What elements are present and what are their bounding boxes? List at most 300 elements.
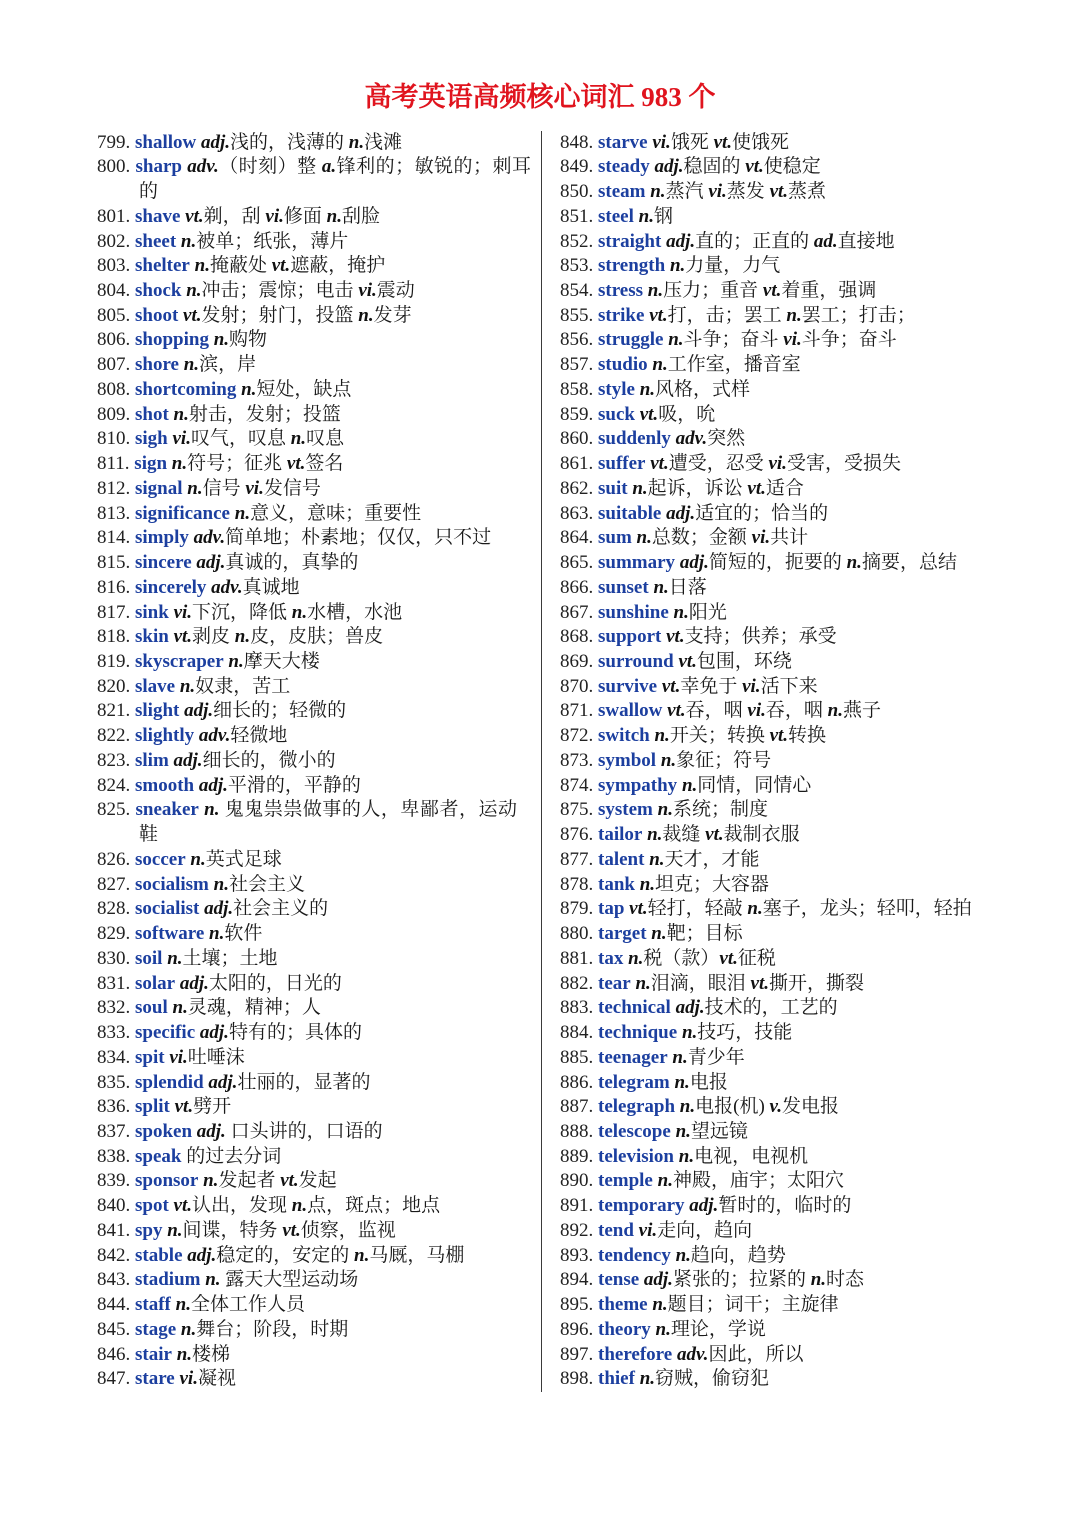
definition: 稳固的 bbox=[683, 156, 741, 178]
entry-number: 863. bbox=[560, 502, 594, 524]
entry-number: 898. bbox=[560, 1368, 594, 1390]
definition: 被单；纸张，薄片 bbox=[196, 230, 349, 252]
definition: 吞，咽 bbox=[765, 700, 823, 722]
vocab-entry bbox=[97, 1145, 523, 1170]
part-of-speech: n. bbox=[632, 477, 648, 499]
definition: 直的；正直的 bbox=[695, 230, 810, 252]
definition: 遭受，忍受 bbox=[668, 453, 764, 475]
vocab-entry bbox=[560, 328, 1000, 353]
part-of-speech: vt. bbox=[705, 824, 724, 846]
part-of-speech: vt. bbox=[747, 477, 766, 499]
part-of-speech: adj. bbox=[184, 700, 214, 722]
part-of-speech: n. bbox=[635, 972, 651, 994]
entry-word: stair bbox=[135, 1343, 172, 1365]
vocab-entry bbox=[560, 1318, 1000, 1343]
vocab-entry bbox=[97, 972, 523, 997]
vocab-entry bbox=[97, 897, 523, 922]
definition: 壮丽的，显著的 bbox=[237, 1071, 371, 1093]
part-of-speech: n. bbox=[657, 1170, 673, 1192]
part-of-speech: n. bbox=[639, 378, 656, 400]
definition: 钢 bbox=[653, 205, 673, 227]
definition: 射击，发射；投篮 bbox=[188, 403, 341, 425]
part-of-speech: n. bbox=[652, 1294, 668, 1316]
definition: 裁缝 bbox=[662, 824, 701, 846]
vocab-entry bbox=[97, 774, 523, 799]
entry-number: 808. bbox=[97, 378, 131, 400]
entry-word: stress bbox=[598, 280, 644, 301]
vocab-entry bbox=[560, 1071, 1000, 1096]
part-of-speech: adj. bbox=[173, 749, 203, 771]
part-of-speech: vt. bbox=[271, 255, 291, 277]
entry-number: 813. bbox=[97, 502, 131, 524]
entry-word: surround bbox=[598, 651, 674, 673]
part-of-speech: a. bbox=[321, 156, 337, 178]
entry-word: switch bbox=[598, 725, 650, 747]
part-of-speech: n. bbox=[358, 304, 374, 326]
entry-word: slightly bbox=[135, 725, 195, 747]
part-of-speech: n. bbox=[675, 1244, 691, 1266]
part-of-speech: n. bbox=[681, 1022, 698, 1044]
entry-word: shock bbox=[135, 280, 182, 301]
definition: 开关；转换 bbox=[669, 725, 765, 747]
entry-number: 848. bbox=[560, 131, 594, 153]
part-of-speech: vi. bbox=[751, 527, 771, 549]
entry-word: sunset bbox=[598, 576, 649, 598]
definition: 直接地 bbox=[837, 230, 895, 252]
definition: 刮脸 bbox=[341, 205, 380, 227]
part-of-speech: n. bbox=[649, 848, 665, 870]
vocab-entry bbox=[560, 353, 1000, 378]
entry-word: splendid bbox=[135, 1071, 204, 1093]
part-of-speech: n. bbox=[747, 898, 763, 920]
part-of-speech: vt. bbox=[769, 725, 789, 747]
part-of-speech: n. bbox=[234, 502, 251, 524]
vocab-entry bbox=[560, 972, 1000, 997]
definition: 压力；重音 bbox=[663, 280, 759, 301]
definition: 露天大型运动场 bbox=[220, 1269, 359, 1291]
entry-word: sincere bbox=[135, 552, 192, 574]
entry-number: 884. bbox=[560, 1022, 594, 1044]
definition: 震动 bbox=[376, 280, 415, 301]
part-of-speech: n. bbox=[205, 1269, 221, 1291]
part-of-speech: vt. bbox=[678, 651, 697, 673]
entry-number: 894. bbox=[560, 1269, 594, 1291]
vocab-entry bbox=[560, 427, 1000, 452]
part-of-speech: vt. bbox=[639, 403, 659, 425]
definition: 细长的；轻微的 bbox=[213, 700, 347, 722]
part-of-speech: n. bbox=[234, 626, 251, 648]
part-of-speech: n. bbox=[173, 403, 189, 425]
part-of-speech: n. bbox=[679, 1096, 696, 1118]
part-of-speech: adj. bbox=[196, 552, 226, 574]
entry-number: 896. bbox=[560, 1318, 594, 1340]
definition: 发信号 bbox=[263, 477, 321, 499]
entry-number: 836. bbox=[97, 1096, 131, 1118]
entry-number: 873. bbox=[560, 749, 594, 771]
entry-number: 879. bbox=[560, 898, 594, 920]
definition: 英式足球 bbox=[205, 848, 282, 870]
vocab-entry bbox=[97, 1343, 523, 1368]
entry-number: 807. bbox=[97, 354, 131, 376]
definition: 灵魂，精神；人 bbox=[187, 997, 321, 1019]
definition: 修面 bbox=[283, 205, 322, 227]
part-of-speech: n. bbox=[167, 1219, 183, 1241]
entry-word: suck bbox=[598, 403, 635, 425]
entry-word: television bbox=[598, 1145, 674, 1167]
vocab-entry bbox=[560, 502, 1000, 527]
entry-word: tank bbox=[598, 873, 635, 895]
definition: 符号；征兆 bbox=[187, 453, 283, 475]
vocab-entry bbox=[560, 848, 1000, 873]
definition: 因此，所以 bbox=[708, 1343, 804, 1365]
entry-word: shave bbox=[135, 205, 181, 227]
vocab-entry bbox=[560, 823, 1000, 848]
entry-word: sponsor bbox=[135, 1170, 199, 1192]
entry-number: 878. bbox=[560, 873, 594, 895]
entry-word: technique bbox=[598, 1022, 678, 1044]
part-of-speech: n. bbox=[291, 601, 308, 623]
vocab-entry bbox=[560, 774, 1000, 799]
vocab-entry bbox=[97, 922, 523, 947]
definition: 裁制衣服 bbox=[723, 824, 800, 846]
part-of-speech: n. bbox=[650, 181, 666, 203]
entry-number: 827. bbox=[97, 873, 131, 895]
vocab-entry bbox=[97, 1293, 523, 1318]
entry-word: steam bbox=[598, 181, 646, 203]
entry-number: 846. bbox=[97, 1343, 131, 1365]
right-column bbox=[560, 131, 1000, 1392]
part-of-speech: vt. bbox=[666, 626, 685, 648]
part-of-speech: vt. bbox=[762, 280, 782, 301]
entry-word: speak bbox=[135, 1145, 182, 1167]
part-of-speech: n. bbox=[172, 997, 188, 1019]
definition: 平滑的，平静的 bbox=[227, 774, 361, 796]
part-of-speech: adv. bbox=[187, 156, 219, 178]
definition: 窃贼，偷窃犯 bbox=[655, 1368, 770, 1390]
part-of-speech: n. bbox=[655, 1318, 671, 1340]
definition: 阳光 bbox=[688, 601, 727, 623]
definition: 奴隶，苦工 bbox=[195, 675, 291, 697]
part-of-speech: vt. bbox=[173, 626, 193, 648]
vocab-entry bbox=[560, 1244, 1000, 1269]
entry-word: thief bbox=[598, 1368, 635, 1390]
entry-word: soul bbox=[135, 997, 168, 1019]
definition: 稳定的，安定的 bbox=[216, 1244, 350, 1266]
vocab-entry bbox=[97, 996, 523, 1021]
vocab-entry bbox=[97, 873, 523, 898]
entry-word: sneaker bbox=[135, 799, 199, 821]
part-of-speech: vt. bbox=[185, 205, 204, 227]
definition: 舞台；阶段，时期 bbox=[196, 1318, 349, 1340]
entry-number: 843. bbox=[97, 1269, 131, 1291]
part-of-speech: adj. bbox=[179, 972, 209, 994]
definition: 突然 bbox=[707, 428, 746, 450]
definition: 走向，趋向 bbox=[657, 1219, 753, 1241]
definition: 简单地；朴素地；仅仅，只不过 bbox=[225, 527, 492, 549]
part-of-speech: n. bbox=[681, 774, 698, 796]
part-of-speech: n. bbox=[639, 873, 656, 895]
vocab-entry bbox=[560, 1268, 1000, 1293]
vocab-entry bbox=[560, 1293, 1000, 1318]
entry-number: 889. bbox=[560, 1145, 594, 1167]
left-column bbox=[97, 131, 532, 1392]
vocab-entry bbox=[560, 947, 1000, 972]
vocab-entry bbox=[97, 848, 523, 873]
entry-word: tear bbox=[598, 972, 631, 994]
part-of-speech: n. bbox=[190, 848, 206, 870]
vocab-entry bbox=[560, 601, 1000, 626]
entry-word: soccer bbox=[135, 848, 186, 870]
entry-word: sigh bbox=[135, 428, 168, 450]
vocab-entry bbox=[97, 1219, 523, 1244]
part-of-speech: n. bbox=[326, 205, 342, 227]
definition: 斗争；奋斗 bbox=[801, 329, 897, 351]
definition: 电报 bbox=[689, 1071, 728, 1093]
entry-number: 871. bbox=[560, 700, 594, 722]
entry-word: signal bbox=[135, 477, 183, 499]
entry-number: 852. bbox=[560, 230, 594, 252]
entry-word: steady bbox=[598, 156, 650, 178]
part-of-speech: vt. bbox=[661, 675, 681, 697]
entry-number: 811. bbox=[97, 453, 130, 475]
entry-word: shoot bbox=[135, 304, 179, 326]
entry-number: 866. bbox=[560, 576, 594, 598]
part-of-speech: vt. bbox=[649, 304, 668, 326]
definition: 发射；射门，投篮 bbox=[201, 304, 354, 326]
column-divider bbox=[541, 131, 542, 1392]
definition: 撕开，撕裂 bbox=[769, 972, 865, 994]
entry-number: 822. bbox=[97, 725, 131, 747]
entry-number: 815. bbox=[97, 552, 131, 574]
vocab-entry bbox=[97, 576, 523, 601]
entry-word: stage bbox=[135, 1318, 177, 1340]
definition: 幸免于 bbox=[680, 675, 738, 697]
entry-number: 810. bbox=[97, 428, 131, 450]
definition: 摩天大楼 bbox=[243, 651, 320, 673]
definition: 信号 bbox=[202, 477, 241, 499]
vocab-entry bbox=[97, 1095, 523, 1120]
vocab-entry bbox=[97, 427, 523, 452]
entry-number: 805. bbox=[97, 304, 131, 326]
definition: 冲击；震惊；电击 bbox=[201, 280, 354, 301]
definition: 同情，同情心 bbox=[697, 774, 812, 796]
entry-number: 881. bbox=[560, 947, 594, 969]
part-of-speech: adj. bbox=[201, 131, 231, 153]
entry-number: 803. bbox=[97, 255, 131, 277]
vocab-entry bbox=[560, 1145, 1000, 1170]
part-of-speech: n. bbox=[186, 280, 202, 301]
entry-number: 820. bbox=[97, 675, 131, 697]
entry-word: split bbox=[135, 1096, 170, 1118]
definition: 剥皮 bbox=[192, 626, 231, 648]
entry-word: teenager bbox=[598, 1046, 668, 1068]
entry-number: 856. bbox=[560, 329, 594, 351]
definition: 青少年 bbox=[687, 1046, 745, 1068]
definition: 趋向，趋势 bbox=[690, 1244, 786, 1266]
definition: 坦克；大容器 bbox=[655, 873, 770, 895]
vocab-entry bbox=[560, 1120, 1000, 1145]
entry-number: 823. bbox=[97, 749, 131, 771]
definition: 使饿死 bbox=[732, 131, 790, 153]
entry-number: 799. bbox=[97, 131, 131, 153]
definition: 叹息 bbox=[306, 428, 345, 450]
part-of-speech: n. bbox=[673, 601, 689, 623]
entry-number: 853. bbox=[560, 255, 594, 277]
part-of-speech: v. bbox=[769, 1096, 783, 1118]
entry-word: simply bbox=[135, 527, 189, 549]
vocab-entry bbox=[97, 353, 523, 378]
part-of-speech: vi. bbox=[358, 280, 377, 301]
part-of-speech: adj. bbox=[198, 774, 228, 796]
entry-word: sincerely bbox=[135, 576, 207, 598]
entry-word: suitable bbox=[598, 502, 662, 524]
entry-word: sunshine bbox=[598, 601, 669, 623]
definition: 下沉，降低 bbox=[192, 601, 288, 623]
part-of-speech: vt. bbox=[280, 1170, 299, 1192]
definition: 间谍，特务 bbox=[182, 1219, 278, 1241]
definition: 软件 bbox=[224, 923, 263, 945]
definition: 鬼鬼祟祟做事的人，卑鄙者，运动鞋 bbox=[139, 799, 518, 846]
vocab-entry bbox=[97, 1194, 523, 1219]
part-of-speech: n. bbox=[810, 1269, 827, 1291]
definition: 太阳的，日光的 bbox=[208, 972, 342, 994]
entry-number: 838. bbox=[97, 1145, 131, 1167]
definition: 真诚的，真挚的 bbox=[225, 552, 359, 574]
entry-word: style bbox=[598, 378, 635, 400]
definition: 短处，缺点 bbox=[256, 378, 352, 400]
definition: 吸，吮 bbox=[658, 403, 716, 425]
vocab-entry bbox=[97, 601, 523, 626]
entry-number: 849. bbox=[560, 156, 594, 178]
entry-word: significance bbox=[135, 502, 230, 524]
part-of-speech: adj. bbox=[679, 552, 709, 574]
entry-word: suddenly bbox=[598, 428, 671, 450]
vocab-entry bbox=[97, 304, 523, 329]
entry-number: 844. bbox=[97, 1294, 131, 1316]
part-of-speech: vt. bbox=[286, 453, 306, 475]
definition: 蒸煮 bbox=[788, 181, 827, 203]
definition: 全体工作人员 bbox=[190, 1294, 305, 1316]
part-of-speech: n. bbox=[228, 651, 244, 673]
part-of-speech: n. bbox=[827, 700, 843, 722]
part-of-speech: n. bbox=[654, 725, 670, 747]
part-of-speech: n. bbox=[657, 799, 673, 821]
definition: 楼梯 bbox=[192, 1343, 231, 1365]
vocab-entry bbox=[97, 551, 523, 576]
entry-number: 840. bbox=[97, 1195, 131, 1217]
entry-word: staff bbox=[135, 1294, 171, 1316]
definition: 皮，皮肤；兽皮 bbox=[250, 626, 384, 648]
definition: 时态 bbox=[826, 1269, 865, 1291]
entry-word: technical bbox=[598, 997, 671, 1019]
part-of-speech: vi. bbox=[169, 1046, 188, 1068]
entry-word: support bbox=[598, 626, 662, 648]
part-of-speech: vi. bbox=[172, 428, 191, 450]
entry-number: 812. bbox=[97, 477, 131, 499]
definition: 锋利的；敏锐的；刺耳的 bbox=[139, 156, 532, 203]
definition: 轻打，轻敲 bbox=[647, 898, 743, 920]
part-of-speech: n. bbox=[213, 329, 230, 351]
vocab-entry bbox=[560, 1046, 1000, 1071]
entry-word: talent bbox=[598, 848, 645, 870]
entry-number: 854. bbox=[560, 280, 594, 301]
definition: 细长的，微小的 bbox=[202, 749, 336, 771]
part-of-speech: n. bbox=[652, 354, 668, 376]
vocab-entry bbox=[560, 897, 1000, 922]
entry-word: shelter bbox=[135, 255, 190, 277]
entry-number: 821. bbox=[97, 700, 131, 722]
vocab-entry bbox=[560, 699, 1000, 724]
part-of-speech: n. bbox=[290, 428, 307, 450]
definition: 蒸汽 bbox=[665, 181, 704, 203]
definition: 支持；供养；承受 bbox=[684, 626, 837, 648]
entry-word: telegram bbox=[598, 1071, 670, 1093]
entry-word: skin bbox=[135, 626, 169, 648]
entry-word: suit bbox=[598, 477, 628, 499]
vocab-entry bbox=[560, 254, 1000, 279]
entry-number: 888. bbox=[560, 1120, 594, 1142]
entry-word: tax bbox=[598, 947, 624, 969]
part-of-speech: n. bbox=[636, 527, 652, 549]
definition: 摘要，总结 bbox=[861, 552, 957, 574]
entry-number: 826. bbox=[97, 848, 131, 870]
definition: 浅的，浅薄的 bbox=[230, 131, 345, 153]
vocab-entry bbox=[97, 749, 523, 774]
definition: 题目；词干；主旋律 bbox=[667, 1294, 839, 1316]
entry-number: 809. bbox=[97, 403, 131, 425]
vocab-entry bbox=[97, 403, 523, 428]
part-of-speech: n. bbox=[846, 552, 862, 574]
vocab-entry bbox=[560, 798, 1000, 823]
definition: 罢工；打击； bbox=[801, 304, 916, 326]
entry-number: 845. bbox=[97, 1318, 131, 1340]
entry-number: 831. bbox=[97, 972, 131, 994]
vocab-entry bbox=[97, 477, 523, 502]
entry-number: 855. bbox=[560, 304, 594, 326]
part-of-speech: n. bbox=[638, 205, 654, 227]
entry-word: target bbox=[598, 923, 647, 945]
entry-number: 885. bbox=[560, 1046, 594, 1068]
vocab-entry bbox=[97, 1169, 523, 1194]
entry-number: 828. bbox=[97, 898, 131, 920]
entry-word: shallow bbox=[135, 131, 197, 153]
entry-word: software bbox=[135, 923, 205, 945]
definition: 力量，力气 bbox=[685, 255, 781, 277]
entry-number: 893. bbox=[560, 1244, 594, 1266]
part-of-speech: adj. bbox=[208, 1071, 238, 1093]
definition: 塞子，龙头；轻叩，轻拍 bbox=[762, 898, 972, 920]
part-of-speech: vi. bbox=[708, 181, 727, 203]
entry-word: slim bbox=[135, 749, 169, 771]
definition: 电视，电视机 bbox=[694, 1145, 809, 1167]
entry-number: 818. bbox=[97, 626, 131, 648]
vocab-entry bbox=[560, 452, 1000, 477]
vocab-entry bbox=[560, 526, 1000, 551]
entry-word: sink bbox=[135, 601, 169, 623]
vocab-entry bbox=[560, 180, 1000, 205]
definition: 简短的，扼要的 bbox=[708, 552, 842, 574]
entry-number: 834. bbox=[97, 1046, 131, 1068]
entry-word: stadium bbox=[135, 1269, 201, 1291]
part-of-speech: vt. bbox=[750, 972, 770, 994]
definition: 社会主义的 bbox=[233, 898, 329, 920]
part-of-speech: vi. bbox=[742, 675, 761, 697]
definition: 浅滩 bbox=[364, 131, 403, 153]
entry-word: studio bbox=[598, 354, 648, 376]
entry-word: tense bbox=[598, 1269, 640, 1291]
entry-number: 872. bbox=[560, 725, 594, 747]
part-of-speech: n. bbox=[180, 230, 197, 252]
